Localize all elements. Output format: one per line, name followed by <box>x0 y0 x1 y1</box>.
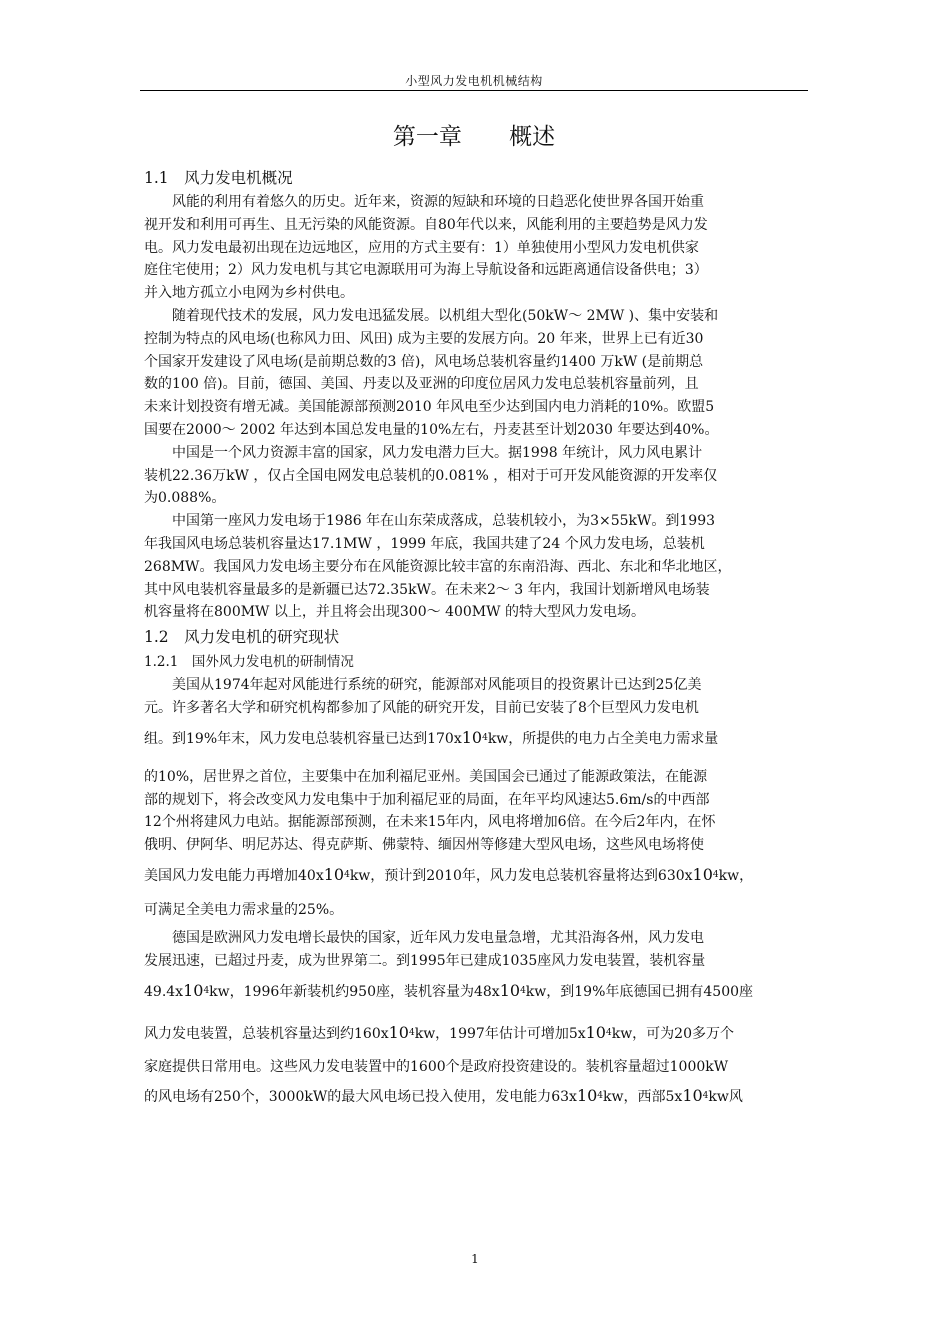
text-run: kw，西部5x <box>603 1089 683 1106</box>
text-run: 风力发电装置，总装机容量达到约160x <box>144 1025 389 1042</box>
header-rule <box>140 90 808 91</box>
text-line: 中国是一个风力资源丰富的国家，风力发电潜力巨大。据1998 年统计，风力风电累计 <box>172 444 703 461</box>
text-line: 元。许多著名大学和研究机构都参加了风能的研究开发，目前已安装了8个巨型风力发电机 <box>144 699 699 716</box>
text-line: 庭住宅使用；2）风力发电机与其它电源联用可为海上导航设备和远距离通信设备供电；3） <box>144 262 708 279</box>
text-line: 电。风力发电最初出现在边远地区，应用的方式主要有：1）单独使用小型风力发电机供家 <box>144 239 699 256</box>
page-number: 1 <box>471 1252 479 1266</box>
text-line-with-power <box>144 1009 812 1056</box>
paragraph-3 <box>144 442 812 510</box>
text-run: kw，到19%年底德国已拥有4500座 <box>525 983 754 1000</box>
power-base: 10 <box>692 864 713 884</box>
text-line: 随着现代技术的发展，风力发电迅猛发展。以机组大型化(50kW～ 2MW )、集中安装和 <box>172 307 719 324</box>
section-heading-1-2: 1.2 风力发电机的研究现状 <box>144 628 340 647</box>
paragraph-4 <box>144 510 812 624</box>
text-run: kw，所提供的电力占全美电力需求量 <box>487 730 719 747</box>
text-run: kw， <box>718 867 754 884</box>
power-exponent: 4 <box>520 985 526 996</box>
text-line: 中国第一座风力发电场于1986 年在山东荣成落成，总装机较小，为3×55kW。到1993 <box>172 513 716 530</box>
power-exponent: 4 <box>605 1027 612 1038</box>
text-line: 的10%，居世界之首位，主要集中在加利福尼亚州。美国国会已通过了能源政策法，在能源 <box>144 768 708 785</box>
text-line: 俄明、伊阿华、明尼苏达、得克萨斯、佛蒙特、缅因州等修建大型风电场，这些风电场将使 <box>144 837 704 854</box>
text-run: kw，可为20多万个 <box>611 1025 734 1042</box>
power-base: 10 <box>576 1086 598 1106</box>
text-run: 49.4x <box>144 983 184 1000</box>
text-run: kw风 <box>708 1089 743 1106</box>
text-line: 年我国风电场总装机容量达17.1MW ，1999 年底，我国共建了24 个风力发电场，总装机 <box>144 535 705 552</box>
text-run: kw，1996年新装机约950座，装机容量为48x <box>209 983 500 1000</box>
text-line-with-power <box>144 857 812 893</box>
text-line: 装机22.36万kW ，仅占全国电网发电总装机的0.081% ，相对于可开发风能资源的开发率仅 <box>144 467 718 484</box>
running-header: 小型风力发电机机械结构 <box>405 74 543 88</box>
text-run: 的风电场有250个，3000kW的最大风电场已投入使用，发电能力63x <box>144 1089 577 1106</box>
text-run: 组。到19%年末，风力发电总装机容量已达到170x <box>144 730 462 747</box>
text-line: 个国家开发建设了风电场(是前期总数的3 倍)，风电场总装机容量约1400 万kW (是前期总 <box>144 353 704 370</box>
text-line: 其中风电装机容量最多的是新疆已达72.35kW。在未来2～ 3 年内，我国计划新增风电场装 <box>144 581 710 598</box>
power-base: 10 <box>682 1086 703 1106</box>
text-line: 数的100 倍)。目前，德国、美国、丹麦以及亚洲的印度位居风力发电总装机容量前列，且 <box>144 376 699 393</box>
text-line: 可满足全美电力需求量的25%。 <box>144 901 344 918</box>
power-base: 10 <box>183 980 204 1000</box>
text-run: kw，预计到2010年，风力发电总装机容量将达到630x <box>349 867 693 884</box>
power-base: 10 <box>585 1022 606 1042</box>
text-line-with-power <box>144 973 812 1009</box>
text-run: 美国风力发电能力再增加40x <box>144 867 324 884</box>
power-exponent: 4 <box>408 1027 415 1038</box>
text-line: 未来计划投资有增无减。美国能源部预测2010 年风电至少达到国内电力消耗的10%。欧盟5 <box>144 399 715 416</box>
document-body <box>144 165 812 1114</box>
power-exponent: 4 <box>712 869 719 880</box>
text-line: 268MW。我国风力发电场主要分布在风能资源比较丰富的东南沿海、西北、东北和华北地区， <box>144 558 732 575</box>
text-line: 部的规划下，将会改变风力发电集中于加利福尼亚的局面，在年平均风速达5.6m/s的中西部 <box>144 791 710 808</box>
power-base: 10 <box>323 864 345 884</box>
chapter-title: 第一章 概述 <box>392 124 556 150</box>
text-line: 风能的利用有着悠久的历史。近年来，资源的短缺和环境的日趋恶化使世界各国开始重 <box>172 194 704 210</box>
text-line: 为0.088%。 <box>144 490 226 507</box>
text-line: 家庭提供日常用电。这些风力发电装置中的1600个是政府投资建设的。装机容量超过1000kW <box>144 1058 729 1075</box>
text-line: 12个州将建风力电站。据能源部预测，在未来15年内，风电将增加6倍。在今后2年内，在怀 <box>144 814 716 831</box>
power-base: 10 <box>388 1022 409 1042</box>
text-line: 视开发和利用可再生、且无污染的风能资源。自80年代以来，风能利用的主要趋势是风力发 <box>144 216 708 233</box>
paragraph-2 <box>144 305 812 442</box>
text-line: 德国是欧洲风力发电增长最快的国家，近年风力发电量急增，尤其沿海各州，风力发电 <box>172 929 704 946</box>
power-base: 10 <box>461 727 483 747</box>
text-run: kw，1997年估计可增加5x <box>414 1025 586 1042</box>
paragraph-1 <box>144 191 812 305</box>
power-exponent: 4 <box>702 1091 709 1102</box>
power-exponent: 4 <box>597 1091 604 1102</box>
power-base: 10 <box>499 980 521 1000</box>
text-line: 控制为特点的风电场(也称风力田、风田) 成为主要的发展方向。20 年来，世界上已有近30 <box>144 330 704 347</box>
power-exponent: 4 <box>344 869 350 880</box>
paragraph-6 <box>144 927 812 1114</box>
text-line: 并入地方孤立小电网为乡村供电。 <box>144 285 354 302</box>
power-exponent: 4 <box>203 985 210 996</box>
text-line: 机容量将在800MW 以上，并且将会出现300～ 400MW 的特大型风力发电场。 <box>144 604 645 621</box>
text-line: 发展迅速，已超过丹麦，成为世界第二。到1995年已建成1035座风力发电装置，装机容量 <box>144 952 706 969</box>
text-line-with-power <box>144 720 812 756</box>
text-line: 美国从1974年起对风能进行系统的研究，能源部对风能项目的投资累计已达到25亿美 <box>172 677 702 694</box>
power-exponent: 4 <box>482 732 488 743</box>
subsection-heading-1-2-1: 1.2.1 国外风力发电机的研制情况 <box>144 654 354 671</box>
paragraph-5 <box>144 674 812 927</box>
text-line-with-power <box>144 1078 812 1114</box>
text-line: 国要在2000～ 2002 年达到本国总发电量的10%左右，丹麦甚至计划2030 年要达到40%。 <box>144 421 719 438</box>
section-heading-1-1: 1.1 风力发电机概况 <box>144 169 293 187</box>
